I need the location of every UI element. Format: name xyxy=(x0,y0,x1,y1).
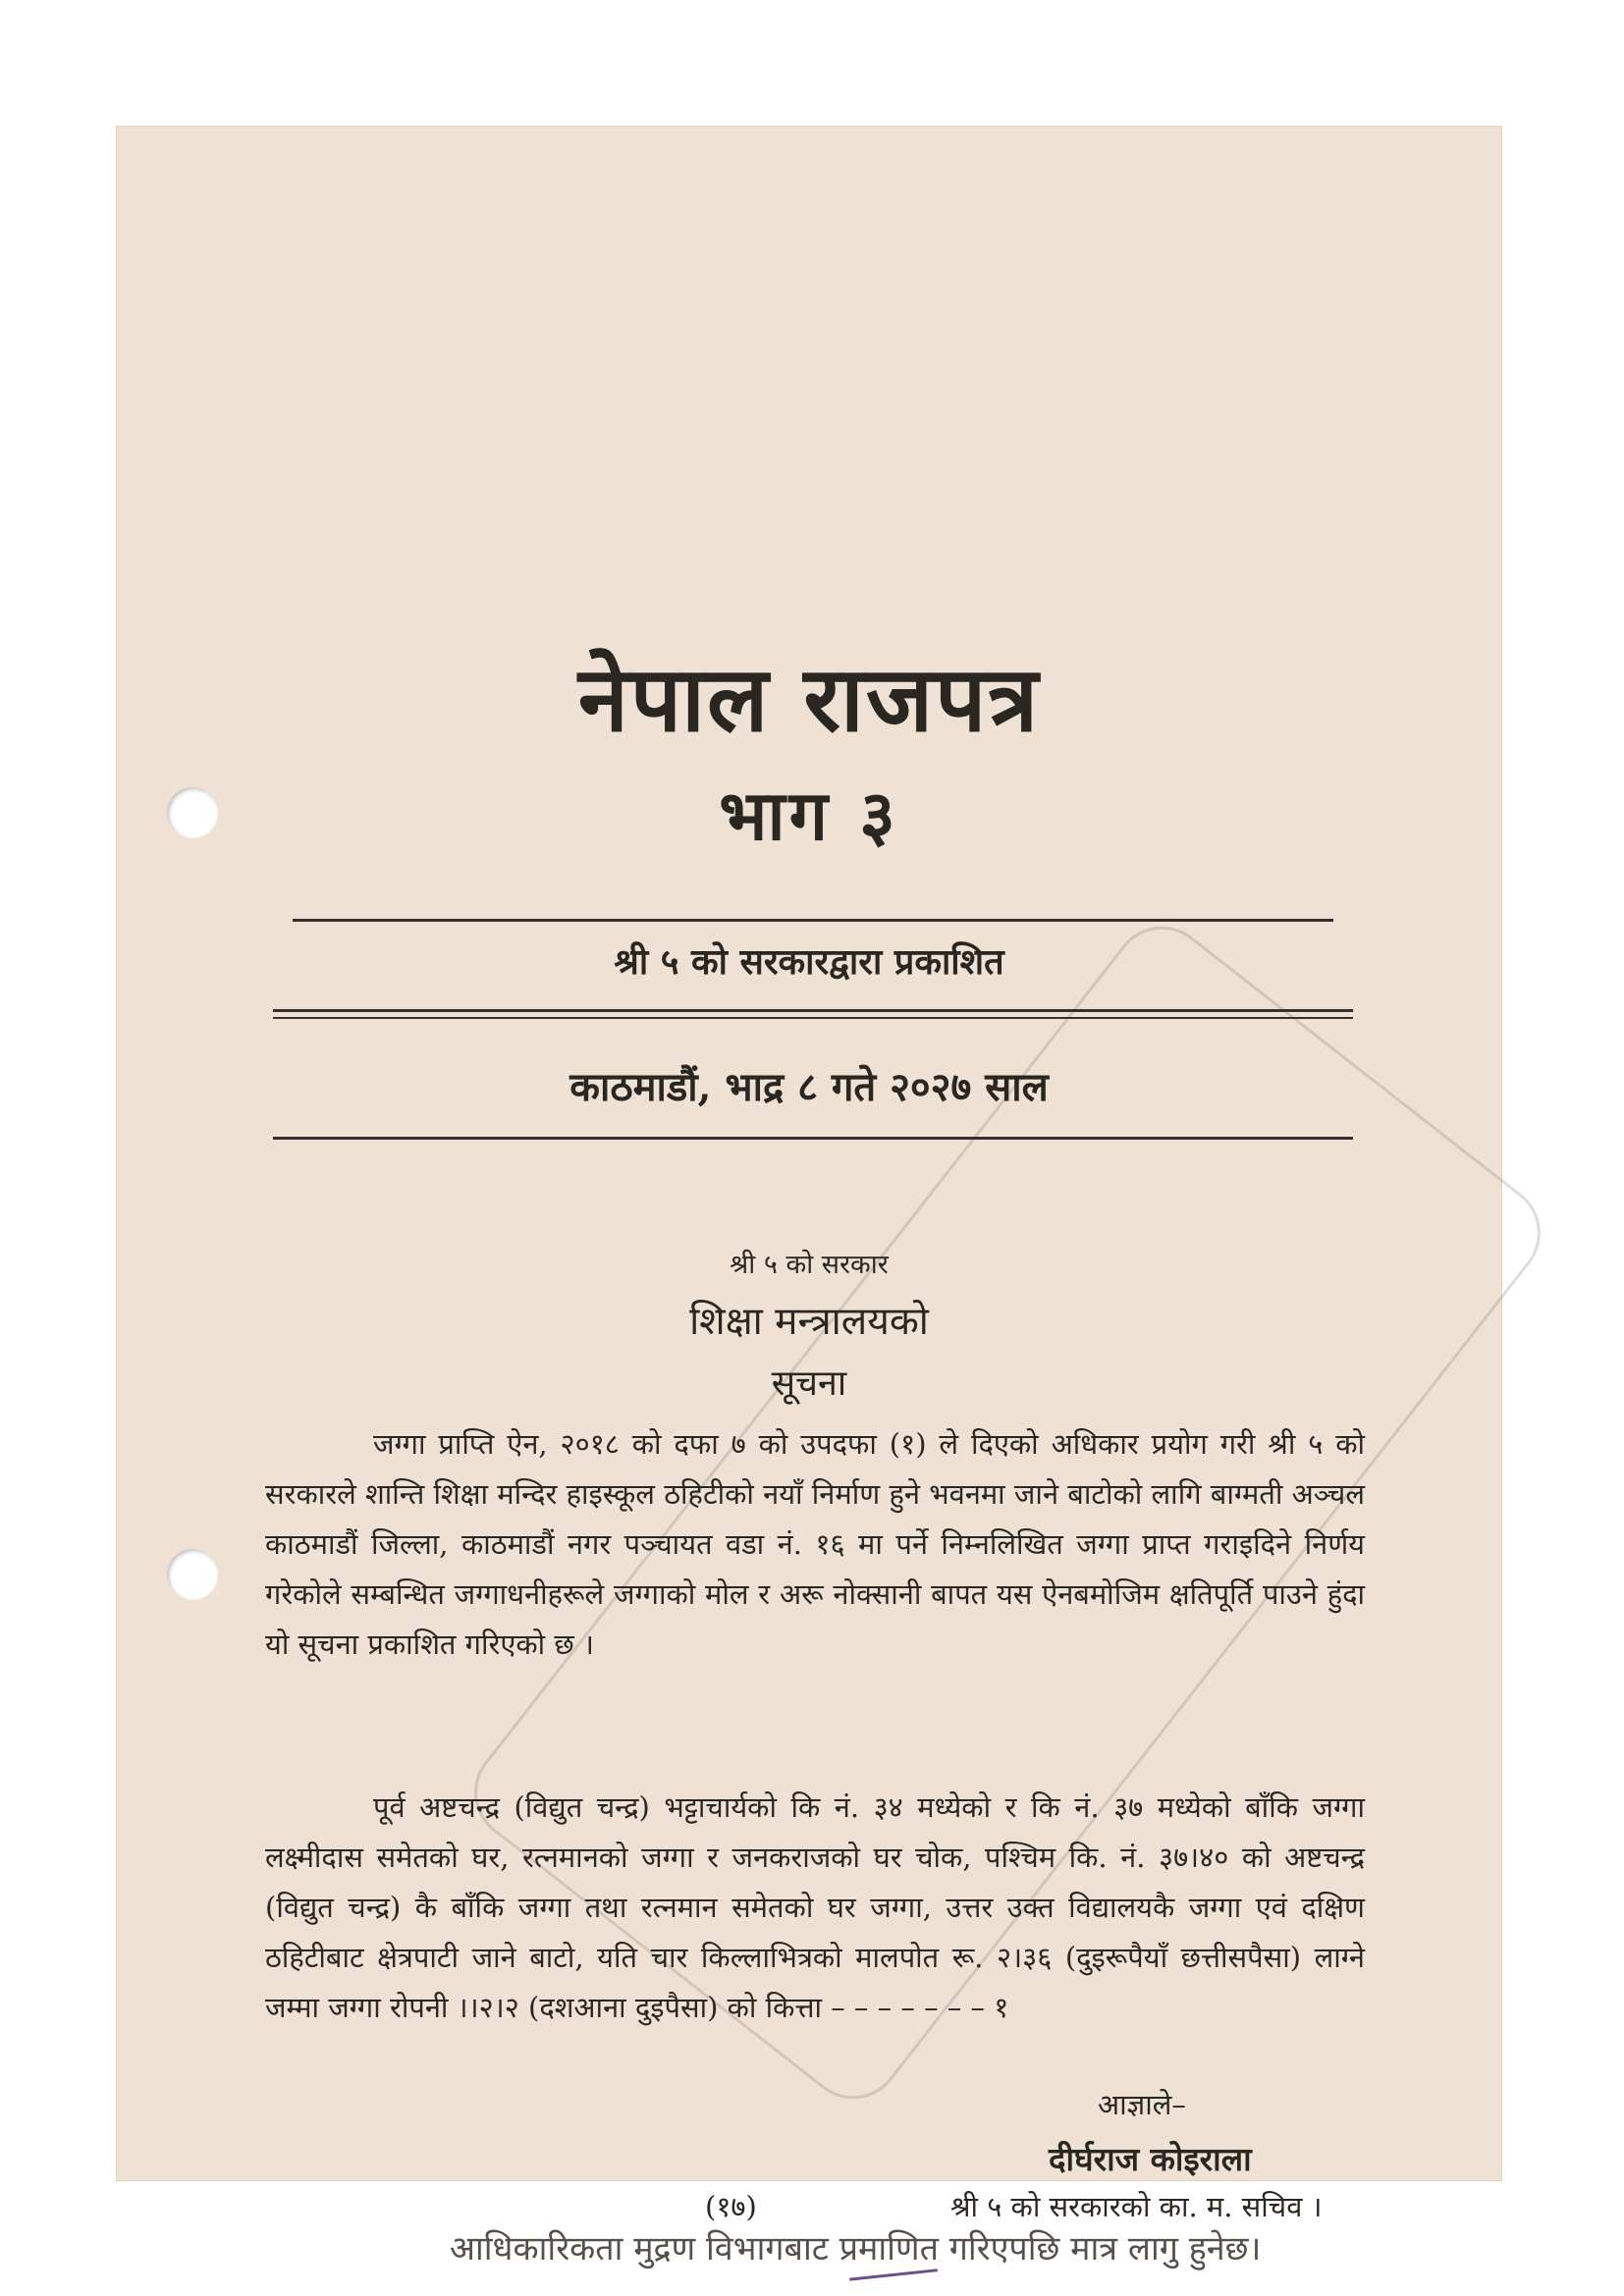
paragraph-text: जग्गा प्राप्ति ऐन, २०१८ को दफा ७ को उपदफा (१) ले दिएको अधिकार प्रयोग गरी श्री ५ को सरकारले शान्ति शिक्षा मन्दिर हाइस्कूल ठहिटीको नयाँ निर्माण हुने भवनमा जाने बाटोको लागि बाग्मती अञ्चल काठमाडौं जिल्ला, काठमाडौं नगर पञ्चायत वडा नं. १६ मा पर्ने निम्नलिखित जग्गा प्राप्त गराइदिने निर्णय गरेकोले सम्बन्धित जग्गाधनीहरूले जग्गाको मोल र अरू नोक्सानी बापत यस ऐनबमोजिम क्षतिपूर्ति पाउने हुंदा यो सूचना प्रकाशित गरिएको छ । xyxy=(265,1427,1365,1661)
publisher-line: श्री ५ को सरकारद्वारा प्रकाशित xyxy=(614,941,1004,983)
gazette-title: नेपाल राजपत्र xyxy=(577,646,1041,752)
notice-paragraph xyxy=(265,1419,1365,1670)
signatory-designation: श्री ५ को सरकारको का. म. सचिव । xyxy=(950,2190,1323,2223)
paragraph-text: पूर्व अष्टचन्द्र (विद्युत चन्द्र) भट्टाचार्यको कि नं. ३४ मध्येको र कि नं. ३७ मध्येको बाँकि जग्गा लक्ष्मीदास समेतको घर, रत्नमानको जग्गा र जनकराजको घर चोक, पश्चिम कि. नं. ३७।४० को अष्टचन्द्र (विद्युत चन्द्र) कै बाँकि जग्गा तथा रत्नमान समेतको घर जग्गा, उत्तर उक्त विद्यालयकै जग्गा एवं दक्षिण ठहिटीबाट क्षेत्रपाटी जाने बाटो, यति चार किल्लाभित्रको मालपोत रू. २।३६ (दुइरूपैयाँ छत्तीसपैसा) लाग्ने जम्मा जग्गा रोपनी ।।२।२ (दशआना दुइपैसा) को कित्ता – – – – – – – १ xyxy=(265,1790,1365,2024)
page-number: (१७) xyxy=(705,2190,757,2223)
notice-heading: सूचना xyxy=(771,1363,847,1404)
gazette-part: भाग ३ xyxy=(719,774,899,856)
punch-hole xyxy=(167,1549,218,1600)
divider xyxy=(273,1137,1353,1140)
signatory-name: दीर्घराज कोइराला xyxy=(1049,2140,1252,2178)
gazette-page xyxy=(116,126,1502,2269)
by-order-label: आज्ञाले– xyxy=(1098,2088,1186,2121)
divider xyxy=(273,1009,1353,1012)
dateline: काठमाडौं, भाद्र ८ गते २०२७ साल xyxy=(569,1064,1049,1110)
divider xyxy=(293,919,1333,922)
government-line: श्री ५ को सरकार xyxy=(730,1250,889,1280)
notice-paragraph xyxy=(265,1783,1365,2033)
divider xyxy=(273,1017,1353,1019)
ministry-line: शिक्षा मन्त्रालयको xyxy=(689,1300,929,1344)
handwritten-mark xyxy=(845,2229,938,2280)
authentication-note: आधिकारिकता मुद्रण विभागबाट प्रमाणित गरिएपछि मात्र लागु हुनेछ। xyxy=(450,2229,1262,2269)
